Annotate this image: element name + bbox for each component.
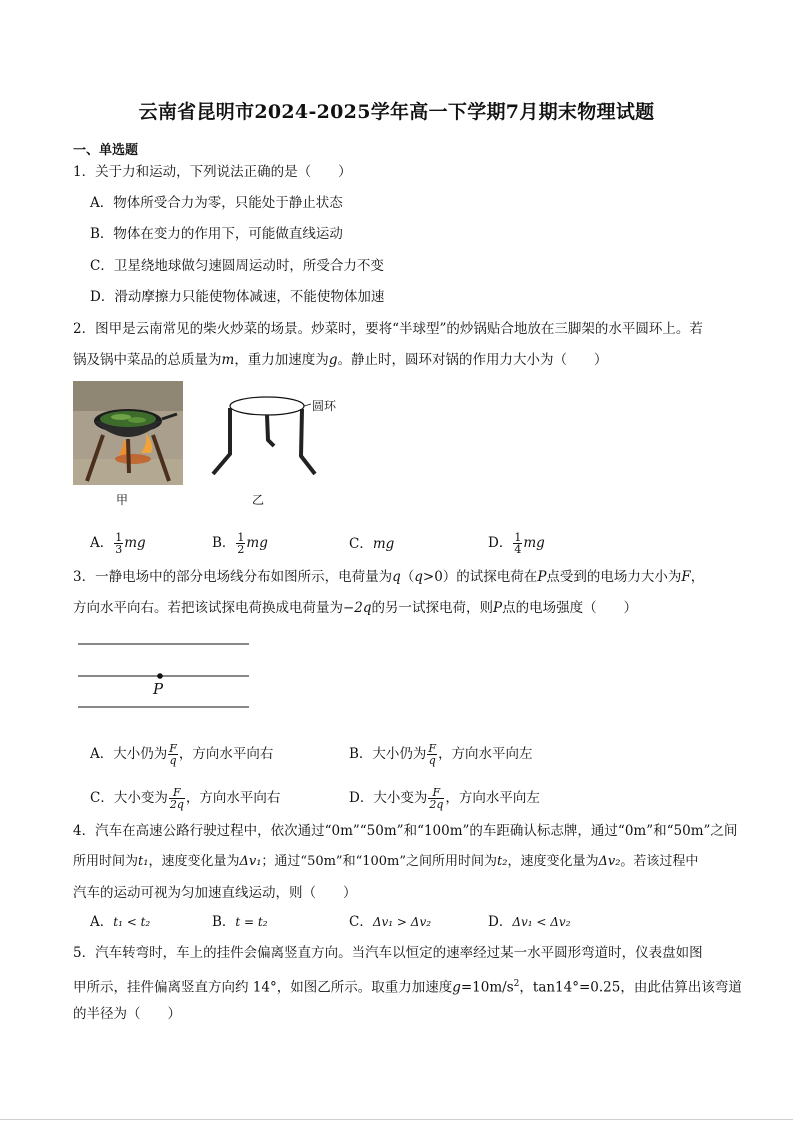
q1-option-a: A．物体所受合力为零，只能处于静止状态 bbox=[90, 195, 343, 211]
q3-option-b: B．大小仍为 $\frac{F}{q}$ ，方向水平向左 bbox=[349, 742, 533, 767]
q3-option-c: C．大小变为 $\frac{F}{2q}$ ，方向水平向右 bbox=[90, 786, 281, 811]
q1-stem: 1．关于力和运动，下列说法正确的是（ ） bbox=[73, 164, 352, 180]
q4-line1: 4．汽车在高速公路行驶过程中，依次通过“0m”“50m”和“100m”的车距确认标志牌，通过“0m”和“50m”之间 bbox=[73, 823, 738, 839]
page-bottom-rule bbox=[0, 1119, 793, 1120]
q2-option-c: C．mg bbox=[349, 536, 395, 552]
q3-option-d: D．大小变为 $\frac{F}{2q}$ ，方向水平向左 bbox=[349, 786, 540, 811]
q2-option-a: A． $\frac{1}{3}$ mg bbox=[90, 531, 146, 556]
q5-line2: 甲所示，挂件偏离竖直方向约 14°，如图乙所示。取重力加速度$g=10m/s^2$，tan14°=0.25，由此估算出该弯道 bbox=[73, 979, 742, 996]
q1-option-c: C．卫星绕地球做匀速圆周运动时，所受合力不变 bbox=[90, 258, 384, 274]
q4-option-d: D．Δv₁ < Δv₂ bbox=[488, 914, 571, 930]
section-heading: 一、单选题 bbox=[73, 143, 139, 158]
q2-line1: 2．图甲是云南常见的柴火炒菜的场景。炒菜时，要将“半球型”的炒锅贴合地放在三脚架的水平圆环上。若 bbox=[73, 321, 703, 337]
q1-option-b: B．物体在变力的作用下，可能做直线运动 bbox=[90, 226, 343, 242]
page-title: 云南省昆明市2024-2025学年高一下学期7月期末物理试题 bbox=[138, 101, 655, 123]
q4-option-a: A．t₁ < t₂ bbox=[90, 914, 151, 930]
q3-line1: 3．一静电场中的部分电场线分布如图所示，电荷量为q（q>0）的试探电荷在P点受到的电场力大小为F， bbox=[73, 569, 705, 585]
field-lines-diagram bbox=[78, 640, 253, 712]
q4-line2: 所用时间为t₁，速度变化量为Δv₁；通过“50m”和“100m”之间所用时间为t₂，速度变化量为Δv₂。若该过程中 bbox=[73, 854, 699, 869]
point-p-label: P bbox=[153, 680, 164, 698]
q2-line2: 锅及锅中菜品的总质量为m，重力加速度为g。静止时，圆环对锅的作用力大小为（ ） bbox=[73, 352, 608, 368]
q3-line2: 方向水平向右。若把该试探电荷换成电荷量为−2q的另一试探电荷，则P点的电场强度（ ） bbox=[73, 600, 638, 616]
q5-line3: 的半径为（ ） bbox=[73, 1006, 181, 1022]
q1-option-d: D．滑动摩擦力只能使物体减速，不能使物体加速 bbox=[90, 289, 385, 305]
wok-photo bbox=[73, 381, 183, 485]
q2-option-b: B． $\frac{1}{2}$ mg bbox=[212, 531, 268, 556]
q4-line3: 汽车的运动可视为匀加速直线运动，则（ ） bbox=[73, 885, 357, 901]
q5-line1: 5．汽车转弯时，车上的挂件会偏离竖直方向。当汽车以恒定的速率经过某一水平圆形弯道时，仪表盘如图 bbox=[73, 945, 703, 961]
q3-option-a: A．大小仍为 $\frac{F}{q}$ ，方向水平向右 bbox=[90, 742, 274, 767]
q4-option-b: B．t = t₂ bbox=[212, 914, 268, 930]
ring-label: 圆环 bbox=[312, 399, 337, 413]
caption-yi: 乙 bbox=[252, 493, 265, 507]
caption-jia: 甲 bbox=[116, 493, 129, 507]
q2-option-d: D． $\frac{1}{4}$ mg bbox=[488, 531, 545, 556]
q4-option-c: C．Δv₁ > Δv₂ bbox=[349, 914, 432, 930]
